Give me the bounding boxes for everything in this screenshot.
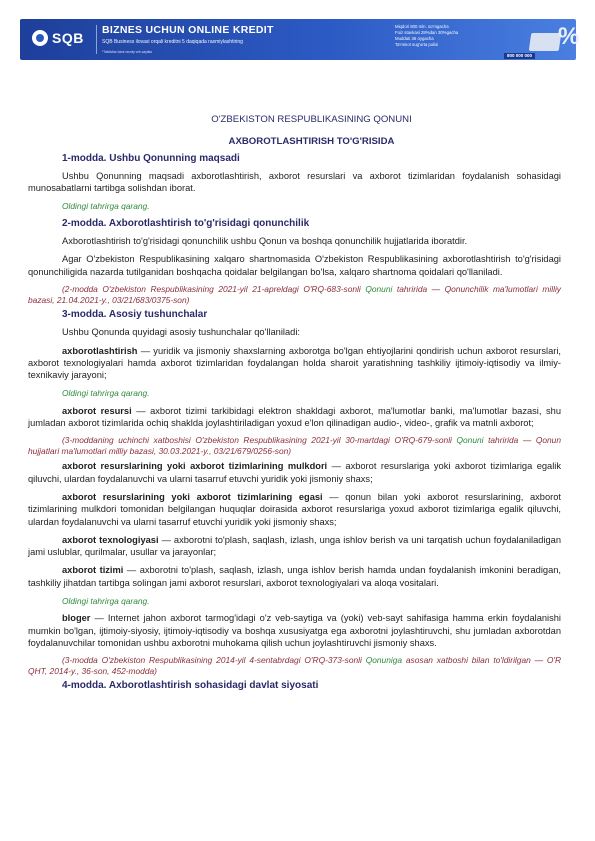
note-text: asosan xatboshi bilan to'ldirilgan — O'R QHT, 2014-y., 36-son, 452-modda) (28, 655, 561, 677)
law-document (28, 114, 562, 698)
definition-text: — axborot tizimi tarkibidagi elektron shakldagi axborot, ma'lumotlar banki, ma'lumotlar bazasi, shu jumladan axborot tizimlarida ochiq shaklda joylashtiriladigan yoxud e'lon qilinadigan audio-, video-, grafik va matnli axborot; (28, 405, 561, 429)
article-1-paragraph: Ushbu Qonunning maqsadi axborotlashtirish, axborot resurslari va axborot tizimlaridan foydalanish sohasidagi munosabatlarni tartibga solishdan iborat. (28, 170, 561, 194)
note-text: (3-modda O'zbekiston Respublikasining 2014-yil 4-sentabrdagi O'RQ-373-sonli (62, 655, 366, 666)
credit-card-icon (529, 33, 562, 51)
definition-note (28, 435, 561, 457)
banner-divider (96, 25, 97, 54)
percent-icon: % (558, 23, 580, 50)
definition-term: axborotlashtirish (62, 345, 138, 356)
definition-item (28, 534, 561, 559)
law-link[interactable]: Qonuni (456, 435, 484, 446)
banner-fact: Muddati 36 oygacha (395, 36, 434, 41)
banner-facts (395, 24, 458, 48)
banner-fact: Foiz stavkasi 28%dan 30%gacha (395, 30, 459, 35)
banner-amount: 800 000 000 (504, 53, 535, 59)
definition-term: axborot resursi (62, 405, 132, 416)
article-1-heading: 1-modda. Ushbu Qonunning maqsadi (62, 152, 240, 164)
ad-banner[interactable] (20, 19, 580, 60)
banner-title: BIZNES UCHUN ONLINE KREDIT (102, 24, 274, 36)
definition-term: axborot resurslarining yoki axborot tizimlarining egasi (62, 491, 323, 502)
previous-edition-link[interactable]: Oldingi tahrirga qarang. (62, 388, 150, 399)
definition-text: — axborotni to'plash, saqlash, izlash, unga ishlov berish va uni tarqatish uchun foydalaniladigan jami uslublar, qurilmalar, usullar va jarayonlar; (28, 534, 561, 558)
article-3-intro: Ushbu Qonunda quyidagi asosiy tushunchalar qo'llaniladi: (62, 327, 300, 338)
law-link[interactable]: Qonuniga (365, 655, 403, 666)
definition-term: axborot texnologiyasi (62, 534, 159, 545)
note-text: tahririda — Qonunchilik ma'lumotlari milliy bazasi, 21.04.2021-y., 03/21/683/0375-son) (28, 283, 561, 305)
article-2-paragraph: Axborotlashtirish to'g'risidagi qonunchilik ushbu Qonun va boshqa qonunchilik hujjatlarida iboratdir. (62, 236, 468, 247)
definition-text: — axborot resurslariga yoki axborot tizimlariga egalik qiluvchi, ulardan foydalanuvchi va ularni tasarruf etuvchi yuridik yoki jismoniy shaxs; (28, 461, 561, 484)
definition-item (28, 345, 561, 382)
law-link[interactable]: Qonuni (365, 283, 393, 294)
note-text: (2-modda O'zbekiston Respublikasining 2021-yil 21-apreldagi O'RQ-683-sonli (62, 283, 366, 294)
sqb-logo-icon (32, 30, 48, 46)
definition-text: — yuridik va jismoniy shaxslarning axborotga bo'lgan ehtiyojlarini qondirish uchun axborot resurslari, axborot texnologiyalari hamda axborot tizimlaridan foydalangan holda sharoit yaratishning tashkiliy ijtimoiy-iqtisodiy va ilmiy-texnikaviy jarayoni; (28, 345, 561, 381)
previous-edition-link[interactable]: Oldingi tahrirga qarang. (62, 201, 150, 212)
definition-note (28, 655, 561, 677)
article-2-heading: 2-modda. Axborotlashtirish to'g'risidagi qonunchilik (62, 217, 310, 229)
article-4-heading: 4-modda. Axborotlashtirish sohasidagi davlat siyosati (62, 680, 319, 692)
note-text: tahririda — Qonun hujjatlari ma'lumotlari milliy bazasi, 30.03.2021-y., 03/21/679/0256-son) (28, 435, 561, 457)
banner-fact: Ta'minot sug'urta polisi (395, 42, 439, 47)
definition-item (28, 612, 561, 649)
law-name: AXBOROTLASHTIRISH TO'G'RISIDA (228, 136, 395, 148)
definition-item (28, 564, 561, 589)
article-2-paragraph: Agar O'zbekiston Respublikasining xalqaro shartnomasida O'zbekiston Respublikasining axborotlashtirish to'g'risidagi qonunchiligida nazarda tutilganidan boshqacha qoidalar belgilangan bo'lsa, xalqaro shartnoma qoidalari qo'llaniladi. (28, 254, 561, 277)
article-3-heading: 3-modda. Asosiy tushunchalar (62, 308, 208, 320)
definition-item (28, 405, 561, 430)
definition-item (28, 491, 561, 528)
banner-subtitle: SQB Business ilovasi orqali kreditni 5 daqiqada rasmiylashtiring (102, 39, 243, 45)
note-text: (3-moddaning uchinchi xatboshisi O'zbekiston Respublikasining 2021-yil 30-martdagi O'RQ-679-sonli (62, 435, 457, 446)
banner-logo-text: SQB (52, 30, 84, 46)
previous-edition-link[interactable]: Oldingi tahrirga qarang. (62, 596, 150, 607)
banner-fact: Miqdori 800 mln. so'mgacha (395, 24, 449, 29)
definition-text: — qonun bilan yoki axborot resurslarining, axborot tizimlarining mulkdori tomonidan belgilangan huquqlar doirasida axborot resurslariga yoxud axborot tizimlariga egalik qiluvchi, ulardan foydalanuvchi va ularni tasarruf etuvchi yuridik yoki jismoniy shaxs; (28, 491, 561, 527)
banner-disclaimer: *Tafsilotlar bank rasmiy veb-saytida (102, 50, 152, 54)
definition-text: — Internet jahon axborot tarmog'idagi o'z veb-saytiga va (yoki) veb-sayt sahifasiga hamma erkin foydalanishi mumkin bo'lgan, ijtimoiy-siyosiy, ijtimoiy-iqtisodiy va boshqa xususiyatga ega axborotni joylashtiruvchi, shu jumladan axborotdan foydalanuvchilar tomonidan ushbu axborotni muhokama qilish uchun joylashtiruvchi jismoniy shaxs. (28, 613, 561, 648)
definition-term: axborot tizimi (62, 565, 124, 576)
definition-item (28, 460, 561, 485)
article-2-note (28, 284, 561, 306)
definition-text: — axborotni to'plash, saqlash, izlash, unga ishlov berish hamda undan foydalanish imkonini beradigan, tashkiliy jihatdan tartibga solingan jami axborot resurslari, axborot texnologiyalari va aloqa vositalari. (28, 565, 562, 588)
definition-term: axborot resurslarining yoki axborot tizimlarining mulkdori (62, 461, 328, 472)
law-title: O'ZBEKISTON RESPUBLIKASINING QONUNI (211, 114, 412, 125)
definition-term: bloger (62, 613, 91, 624)
